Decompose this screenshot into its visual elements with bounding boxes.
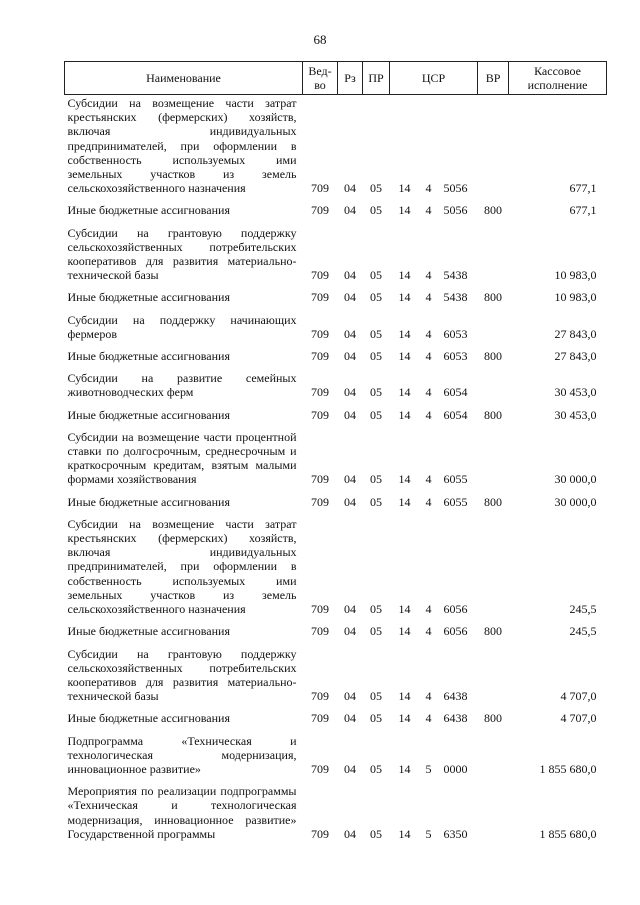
row-csr-program: 14 — [398, 761, 411, 776]
row-vr — [478, 425, 509, 490]
row-ved: 709 — [311, 290, 329, 305]
row-csr-program: 14 — [398, 689, 411, 704]
row-csr-subprogram: 4 — [425, 290, 432, 305]
row-sum: 27 843,0 — [554, 349, 597, 364]
row-csr-code: 5056 — [443, 181, 468, 196]
row-sum: 677,1 — [569, 181, 597, 196]
row-csr-subprogram: 4 — [425, 602, 432, 617]
row-ved: 709 — [311, 349, 329, 364]
row-ved: 709 — [311, 494, 329, 509]
row-rz: 04 — [344, 385, 356, 400]
row-ved: 709 — [311, 181, 329, 196]
row-name: Субсидии на возмещение части затрат крестьянских (фермерских) хозяйств, включая индивидуальных предпринимателей, при оформлении в собственность используемых ими земельных участков из земель сельскохозяйственного назначения — [67, 516, 297, 617]
row-ved: 709 — [311, 624, 329, 639]
table-row — [65, 706, 607, 728]
row-csr-subprogram: 4 — [425, 711, 432, 726]
row-sum: 10 983,0 — [554, 268, 597, 283]
row-csr-program: 14 — [398, 326, 411, 341]
row-sum: 30 000,0 — [554, 494, 597, 509]
row-name: Иные бюджетные ассигнования — [67, 711, 230, 726]
row-pr: 05 — [370, 290, 382, 305]
row-csr-code: 6053 — [443, 326, 468, 341]
row-name: Иные бюджетные ассигнования — [67, 290, 230, 305]
row-rz: 04 — [344, 472, 356, 487]
table-row — [65, 779, 607, 844]
row-ved: 709 — [311, 826, 329, 841]
row-csr-code: 6350 — [443, 826, 468, 841]
header-rz: Рз — [338, 62, 363, 95]
header-name: Наименование — [65, 62, 303, 95]
row-sum: 27 843,0 — [554, 326, 597, 341]
row-csr-code: 6056 — [443, 624, 468, 639]
row-name: Иные бюджетные ассигнования — [67, 624, 230, 639]
table-row — [65, 512, 607, 619]
row-csr-program: 14 — [398, 290, 411, 305]
row-csr-program: 14 — [398, 407, 411, 422]
row-sum: 245,5 — [569, 624, 597, 639]
row-vr: 800 — [484, 494, 503, 509]
row-pr: 05 — [370, 268, 382, 283]
header-sum-line2: исполнение — [527, 78, 588, 92]
table-row — [65, 95, 607, 199]
row-pr: 05 — [370, 203, 382, 218]
row-pr: 05 — [370, 494, 382, 509]
row-csr-program: 14 — [398, 203, 411, 218]
row-ved: 709 — [311, 472, 329, 487]
row-csr-program: 14 — [398, 181, 411, 196]
row-sum: 1 855 680,0 — [539, 826, 597, 841]
table-row — [65, 425, 607, 490]
header-csr: ЦСР — [390, 62, 478, 95]
row-pr: 05 — [370, 472, 382, 487]
row-csr-program: 14 — [398, 494, 411, 509]
row-rz: 04 — [344, 494, 356, 509]
row-ved: 709 — [311, 385, 329, 400]
row-csr-code: 6438 — [443, 689, 468, 704]
table-row — [65, 198, 607, 220]
budget-table — [64, 61, 607, 844]
row-rz: 04 — [344, 602, 356, 617]
table-row — [65, 619, 607, 641]
row-vr — [478, 221, 509, 286]
row-name: Субсидии на грантовую поддержку сельскохозяйственных потребительских кооперативов для развития материально-технической базы — [67, 646, 297, 704]
table-row — [65, 729, 607, 780]
table-body — [65, 95, 607, 844]
header-sum — [509, 62, 607, 95]
row-pr: 05 — [370, 826, 382, 841]
row-rz: 04 — [344, 407, 356, 422]
row-vr: 800 — [484, 290, 503, 305]
row-csr-code: 5438 — [443, 290, 468, 305]
header-ved-line2: во — [314, 78, 326, 92]
row-csr-code: 6053 — [443, 349, 468, 364]
row-pr: 05 — [370, 407, 382, 422]
table-row — [65, 308, 607, 344]
row-ved: 709 — [311, 689, 329, 704]
row-csr-code: 6054 — [443, 385, 468, 400]
row-vr: 800 — [484, 407, 503, 422]
row-vr: 800 — [484, 349, 503, 364]
row-csr-subprogram: 4 — [425, 385, 432, 400]
row-csr-subprogram: 4 — [425, 407, 432, 422]
row-vr — [478, 642, 509, 707]
row-name: Подпрограмма «Техническая и технологическая модернизация, инновационное развитие» — [67, 733, 297, 776]
row-csr-subprogram: 4 — [425, 349, 432, 364]
row-pr: 05 — [370, 602, 382, 617]
row-csr-program: 14 — [398, 602, 411, 617]
row-csr-code: 6056 — [443, 602, 468, 617]
row-sum: 30 453,0 — [554, 407, 597, 422]
row-name: Иные бюджетные ассигнования — [67, 203, 230, 218]
page-number: 68 — [313, 32, 327, 47]
row-pr: 05 — [370, 385, 382, 400]
table-row — [65, 490, 607, 512]
row-ved: 709 — [311, 711, 329, 726]
row-rz: 04 — [344, 624, 356, 639]
row-csr-program: 14 — [398, 349, 411, 364]
row-rz: 04 — [344, 761, 356, 776]
row-csr-subprogram: 4 — [425, 268, 432, 283]
row-sum: 4 707,0 — [560, 689, 597, 704]
row-sum: 30 453,0 — [554, 385, 597, 400]
row-rz: 04 — [344, 181, 356, 196]
row-csr-subprogram: 4 — [425, 203, 432, 218]
table-row — [65, 221, 607, 286]
row-csr-code: 6055 — [443, 494, 468, 509]
row-csr-program: 14 — [398, 268, 411, 283]
row-rz: 04 — [344, 349, 356, 364]
row-ved: 709 — [311, 326, 329, 341]
row-vr: 800 — [484, 624, 503, 639]
row-rz: 04 — [344, 268, 356, 283]
row-csr-subprogram: 4 — [425, 472, 432, 487]
row-csr-subprogram: 4 — [425, 494, 432, 509]
header-sum-line1: Кассовое — [534, 64, 581, 78]
row-rz: 04 — [344, 711, 356, 726]
row-csr-code: 6054 — [443, 407, 468, 422]
row-ved: 709 — [311, 203, 329, 218]
table-row — [65, 285, 607, 307]
row-pr: 05 — [370, 761, 382, 776]
row-csr-program: 14 — [398, 472, 411, 487]
row-csr-subprogram: 4 — [425, 624, 432, 639]
table-row — [65, 642, 607, 707]
row-ved: 709 — [311, 761, 329, 776]
row-csr-code: 6055 — [443, 472, 468, 487]
header-ved-line1: Вед- — [308, 64, 332, 78]
row-name: Мероприятия по реализации подпрограммы «Техническая и технологическая модернизация, инновационное развитие» Государственной программы — [67, 784, 297, 841]
row-name: Субсидии на развитие семейных животноводческих ферм — [67, 371, 297, 400]
row-csr-subprogram: 5 — [425, 826, 432, 841]
row-sum: 10 983,0 — [554, 290, 597, 305]
row-csr-subprogram: 5 — [425, 761, 432, 776]
table-row — [65, 344, 607, 366]
row-ved: 709 — [311, 407, 329, 422]
table-row — [65, 366, 607, 402]
row-pr: 05 — [370, 711, 382, 726]
row-name: Иные бюджетные ассигнования — [67, 349, 230, 364]
row-csr-subprogram: 4 — [425, 326, 432, 341]
table-row — [65, 403, 607, 425]
row-sum: 677,1 — [569, 203, 597, 218]
header-pr: ПР — [363, 62, 390, 95]
row-rz: 04 — [344, 290, 356, 305]
row-name: Субсидии на возмещение части процентной ставки по долгосрочным, среднесрочным и краткосрочным кредитам, взятым малыми формами хозяйствования — [67, 429, 297, 487]
row-vr — [478, 95, 509, 199]
row-sum: 30 000,0 — [554, 472, 597, 487]
row-pr: 05 — [370, 181, 382, 196]
row-csr-code: 5056 — [443, 203, 468, 218]
row-vr — [478, 729, 509, 780]
row-vr — [478, 779, 509, 844]
row-sum: 245,5 — [569, 602, 597, 617]
row-sum: 4 707,0 — [560, 711, 597, 726]
row-name: Иные бюджетные ассигнования — [67, 494, 230, 509]
row-pr: 05 — [370, 349, 382, 364]
row-csr-program: 14 — [398, 624, 411, 639]
row-name: Субсидии на поддержку начинающих фермеров — [67, 312, 297, 341]
row-csr-program: 14 — [398, 711, 411, 726]
row-csr-code: 5438 — [443, 268, 468, 283]
row-csr-program: 14 — [398, 385, 411, 400]
row-vr — [478, 366, 509, 402]
row-pr: 05 — [370, 689, 382, 704]
row-vr: 800 — [484, 203, 503, 218]
row-csr-code: 0000 — [443, 761, 468, 776]
row-csr-program: 14 — [398, 826, 411, 841]
row-vr — [478, 308, 509, 344]
row-vr — [478, 512, 509, 619]
row-rz: 04 — [344, 689, 356, 704]
row-ved: 709 — [311, 602, 329, 617]
row-name: Иные бюджетные ассигнования — [67, 407, 230, 422]
row-name: Субсидии на возмещение части затрат крестьянских (фермерских) хозяйств, включая индивидуальных предпринимателей, при оформлении в собственность используемых ими земельных участков из земель сельскохозяйственного назначения — [67, 96, 297, 196]
row-csr-subprogram: 4 — [425, 181, 432, 196]
row-pr: 05 — [370, 624, 382, 639]
row-name: Субсидии на грантовую поддержку сельскохозяйственных потребительских кооперативов для развития материально-технической базы — [67, 225, 297, 283]
row-ved: 709 — [311, 268, 329, 283]
row-vr: 800 — [484, 711, 503, 726]
row-pr: 05 — [370, 326, 382, 341]
row-rz: 04 — [344, 826, 356, 841]
row-csr-code: 6438 — [443, 711, 468, 726]
row-sum: 1 855 680,0 — [539, 761, 597, 776]
row-rz: 04 — [344, 326, 356, 341]
table-header — [65, 62, 607, 95]
row-csr-subprogram: 4 — [425, 689, 432, 704]
header-vr: ВР — [478, 62, 509, 95]
header-ved — [303, 62, 338, 95]
row-rz: 04 — [344, 203, 356, 218]
